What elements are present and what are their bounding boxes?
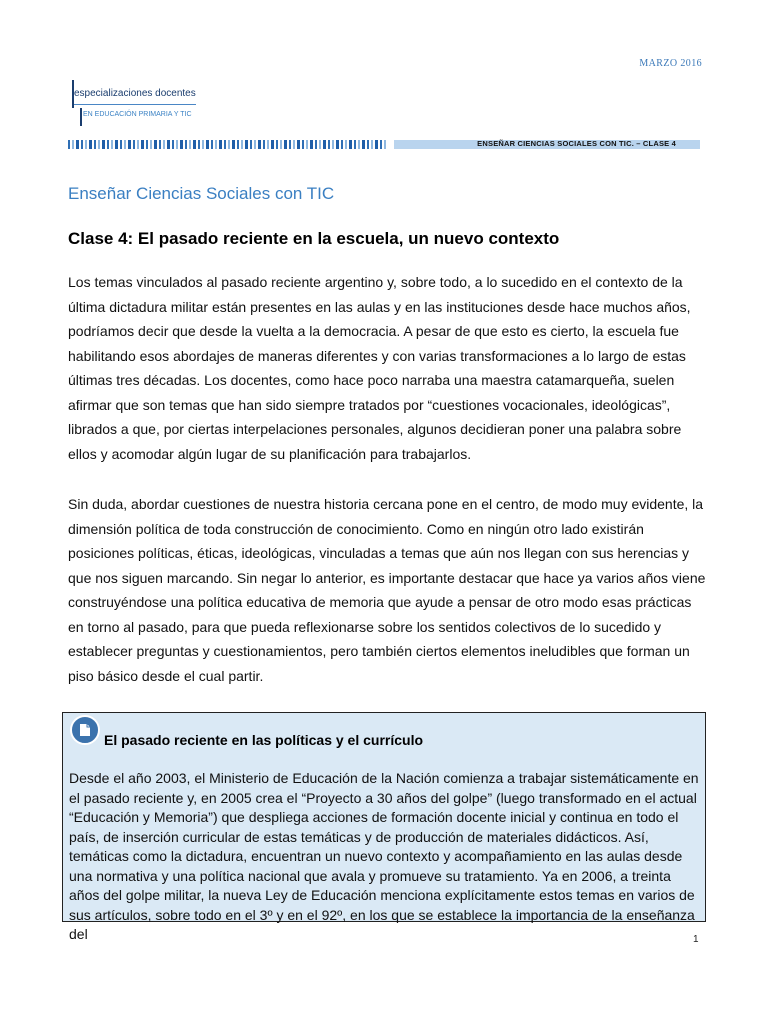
header-stripe-pattern	[68, 140, 386, 149]
document-date: MARZO 2016	[639, 58, 702, 69]
logo-line-1: especializaciones docentes	[74, 88, 196, 99]
info-box-text: Desde el año 2003, el Ministerio de Educación de la Nación comienza a trabajar sistemáticamente en el pasado reciente y, en 2005 crea el “Proyecto a 30 años del golpe” (luego transformado en el actual “Educación y Memoria”) que despliega acciones de formación docente inicial y continua en todo el país, de inserción curricular de estas temáticas y de producción de materiales didácticos. Así, temáticas como la dictadura, encuentran un nuevo contexto y acompañamiento en las aulas desde una normativa y una política nacional que avala y promueve su tratamiento. Ya en 2006, a treinta años del golpe militar, la nueva Ley de Educación menciona explícitamente estos temas en varios de sus artículos, sobre todo en el 3º y en el 92º, en los que se establece la importancia de la enseñanza del	[69, 770, 699, 942]
logo-bar-bottom	[80, 108, 82, 126]
body-paragraph-1: Los temas vinculados al pasado reciente argentino y, sobre todo, a lo sucedido en el contexto de la última dictadura militar están presentes en las aulas y en las instituciones desde hace muchos años, podríamos decir que desde la vuelta a la democracia. A pesar de que esto es cierto, la escuela fue habilitando esos abordajes de maneras diferentes y con varias transformaciones a lo largo de estas últimas tres décadas. Los docentes, como hace poco narraba una maestra catamarqueña, suelen afirmar que son temas que han sido siempre tratados por “cuestiones vocacionales, ideológicas”, librados a que, por ciertas interpelaciones personales, algunos decidieran poner una palabra sobre ellos y acomodar algún lugar de su planificación para trabajarlos.	[68, 274, 691, 462]
course-title: Enseñar Ciencias Sociales con TIC	[68, 184, 335, 203]
body-paragraph-2: Sin duda, abordar cuestiones de nuestra historia cercana pone en el centro, de modo muy evidente, la dimensión política de toda construcción de conocimiento. Como en ningún otro lado existirán posiciones políticas, éticas, ideológicas, vinculadas a temas que aún nos llegan con sus herencias y que nos siguen marcando. Sin negar lo anterior, es importante destacar que hace ya varios años viene construyéndose una política educativa de memoria que ayude a pensar de otro modo esas prácticas en torno al pasado, para que pueda reflexionarse sobre los sentidos colectivos de lo sucedido y establecer preguntas y cuestionamientos, pero también ciertos elementos ineludibles que forman un piso básico desde el cual partir.	[68, 496, 706, 684]
logo-underline	[74, 104, 196, 105]
info-box	[62, 712, 706, 942]
page-number: 1	[693, 934, 699, 945]
logo	[68, 78, 208, 128]
header-band	[394, 140, 700, 149]
logo-line-2: EN EDUCACIÓN PRIMARIA Y TIC	[83, 111, 192, 118]
class-title: Clase 4: El pasado reciente en la escuela, un nuevo contexto	[68, 229, 560, 248]
document-icon	[70, 715, 100, 745]
info-box-title: El pasado reciente en las políticas y el currículo	[104, 732, 424, 748]
running-title: ENSEÑAR CIENCIAS SOCIALES CON TIC. – CLASE 4	[477, 139, 676, 148]
header-stripe	[68, 140, 700, 149]
